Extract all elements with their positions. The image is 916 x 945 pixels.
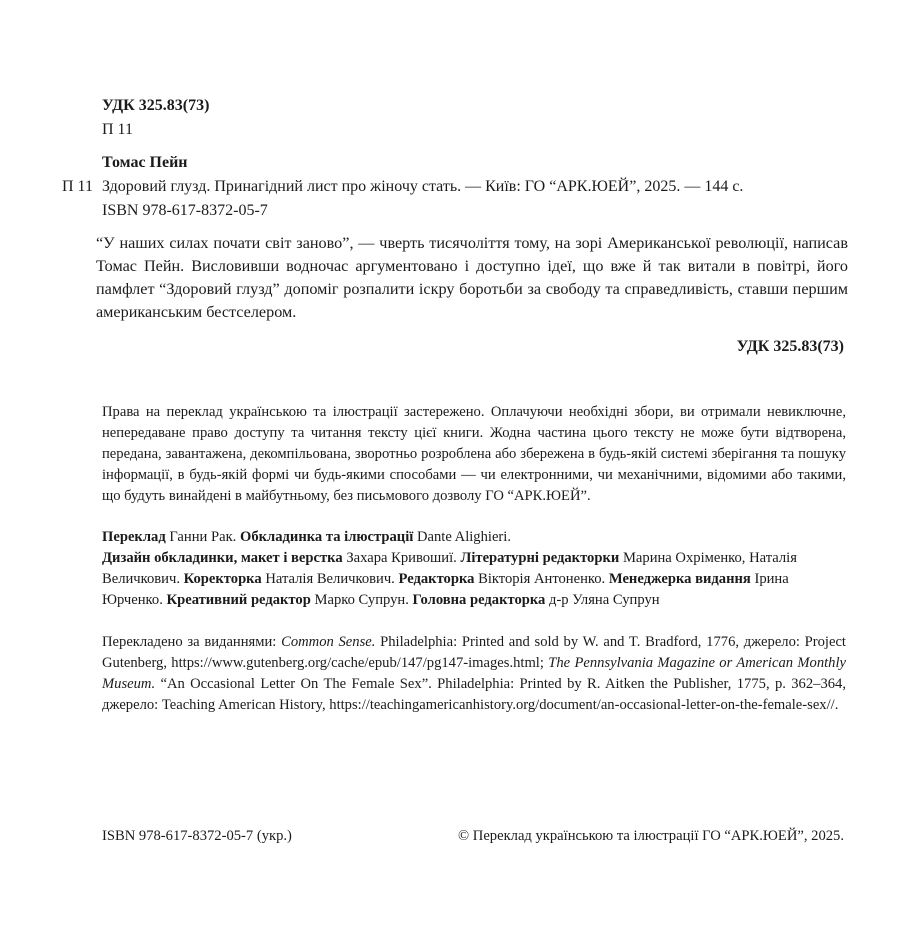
- udk-code: УДК 325.83(73): [102, 97, 210, 114]
- credit-name: Dante Alighieri.: [416, 529, 511, 545]
- source-editions: [102, 632, 846, 716]
- credit-role: Головна редакторка: [412, 592, 546, 608]
- source-details: “An Occasional Letter On The Female Sex”. Philadelphia: Printed by R. Aitken the Publisher, 1775, p. 362–364, джерело: Teaching American History, https://teachingamericanhistory.org/document/an-occasional-letter-on-the-female-sex//.: [102, 676, 846, 713]
- credits: [102, 527, 846, 611]
- credit-name: Ірина Юрченко.: [102, 571, 789, 608]
- author-sign-margin: П 11: [62, 178, 93, 195]
- source-title: Common Sense.: [281, 634, 376, 650]
- rights-notice: Права на переклад українською та ілюстрації застережено. Оплачуючи необхідні збори, ви отримали невиключне, непередаване право доступу та читання тексту цієї книги. Жодна частина цього тексту не може бути відтворена, передана, завантажена, декомпільована, зворотньо розроблена або збережена в будь-якій системі зберігання та пошуку інформації, в будь-якій формі чи будь-якими способами — чи електронними, чи механічними, відомими або такими, що будуть винайдені в майбутньому, без письмового дозволу ГО “АРК.ЮЕЙ”.: [102, 404, 846, 504]
- author-name: Томас Пейн: [102, 154, 188, 171]
- author-sign: П 11: [102, 121, 133, 138]
- isbn-line: ISBN 978-617-8372-05-7: [102, 202, 268, 219]
- footer-copyright: © Переклад українською та ілюстрації ГО “АРК.ЮЕЙ”, 2025.: [458, 828, 844, 844]
- credit-name: Марко Супрун.: [314, 592, 409, 608]
- bib-line: Здоровий глузд. Принагідний лист про жіночу стать. — Київ: ГО “АРК.ЮЕЙ”, 2025. — 144 с.: [102, 178, 744, 195]
- udk-block: [102, 94, 846, 142]
- bibliographic-record: [102, 175, 846, 223]
- credit-role: Редакторка: [398, 571, 475, 587]
- credit-role: Коректорка: [183, 571, 262, 587]
- credit-name: Марина Охріменко, Наталія Величкович.: [102, 550, 797, 587]
- credit-name: Ганни Рак.: [169, 529, 237, 545]
- source-details: Philadelphia: Printed and sold by W. and T. Bradford, 1776, джерело: Project Gutenberg, https://www.gutenberg.org/cache/epub/147/pg147-images.html;: [102, 634, 846, 671]
- credit-role: Обкладинка та ілюстрації: [239, 529, 414, 545]
- credit-name: д-р Уляна Супрун: [549, 592, 660, 608]
- credit-role: Дизайн обкладинки, макет і верстка: [102, 550, 343, 566]
- udk-annotation: УДК 325.83(73): [736, 338, 844, 355]
- annotation: “У наших силах почати світ заново”, — чверть тисячоліття тому, на зорі Американської революції, написав Томас Пейн. Висловивши водночас аргументовано і доступно ідеї, що вже й так витали в повітрі, його памфлет “Здоровий глузд” допоміг розпалити іскру боротьби за свободу та справедливість, ставши першим американським бестселером.: [96, 234, 848, 321]
- sources-prefix: Перекладено за виданнями:: [102, 634, 277, 650]
- credit-name: Наталія Величкович.: [265, 571, 395, 587]
- credit-role: Менеджерка видання: [608, 571, 751, 587]
- credit-role: Креативний редактор: [166, 592, 311, 608]
- credit-role: Переклад: [102, 529, 166, 545]
- source-title: The Pennsylvania Magazine or American Monthly Museum.: [102, 655, 846, 692]
- credit-name: Захара Кривошиї.: [346, 550, 457, 566]
- credit-name: Вікторія Антоненко.: [478, 571, 606, 587]
- footer-isbn: ISBN 978-617-8372-05-7 (укр.): [102, 828, 292, 844]
- credit-role: Літературні редакторки: [460, 550, 620, 566]
